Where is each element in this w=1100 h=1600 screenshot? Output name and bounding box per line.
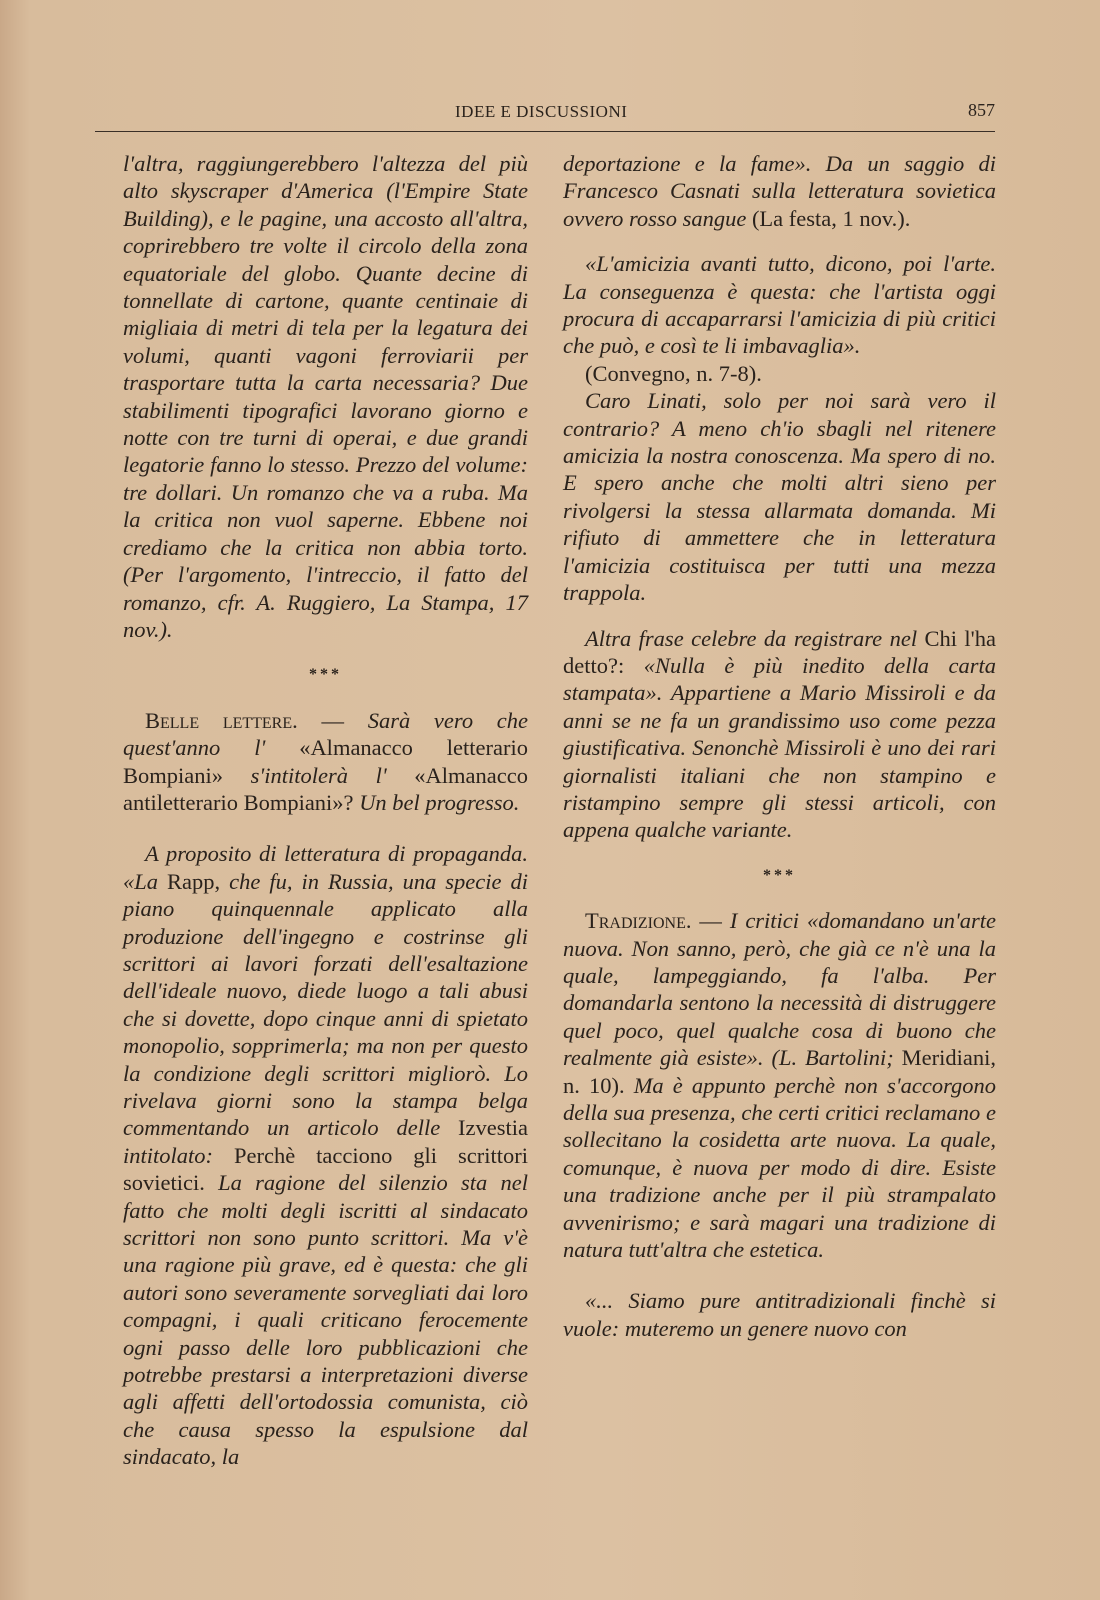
left-column — [123, 150, 528, 1471]
text-roman: «Almanacco antiletterario Bompiani»? — [123, 762, 528, 815]
text-italic: Sarà vero che quest'anno l' — [123, 707, 529, 761]
paragraph-belle-lettere — [123, 707, 528, 817]
section-separator: *** — [309, 666, 342, 684]
text-italic: Altra frase celebre da registrare nel — [585, 625, 925, 651]
text-roman: Meridiani, n. 10). — [563, 1045, 996, 1098]
text-italic: A proposito di letteratura di propaganda. «La — [123, 841, 528, 894]
text-roman: Perchè tacciono gli scrittori sovietici. — [123, 1142, 529, 1196]
section-heading-tradizione: Tradizione. — [585, 908, 692, 934]
text-roman: Rapp, — [167, 868, 221, 894]
section-heading-belle-lettere: Belle lettere. — [145, 707, 298, 733]
text-italic: La ragione del silenzio sta nel fatto che molti degli iscritti al sindacato scrittori non sono punto scrittori. Ma v'è una ragione più grave, ed è questa: che gli autori sono severamente sorvegliati dai loro compagni, i quali criticano ferocemente ogni passo delle loro pubblicazioni che potrebbe prestarsi a interpretazioni diverse agli affetti dell'ortodossia comunista, ciò che causa spesso la espulsione dal sindacato, la — [123, 1170, 528, 1470]
text-italic: s'intitolerà l' — [223, 762, 415, 788]
text-roman: (La festa, 1 nov.). — [751, 205, 911, 231]
text-italic: Un bel progresso. — [353, 789, 520, 815]
header-title: IDEE E DISCUSSIONI — [455, 102, 628, 121]
paragraph-amicizia-quote: «L'amicizia avanti tutto, dicono, poi l'arte. La conseguenza è questa: che l'artista oggi procura di accaparrarsi l'amicizia di più critici che può, e così te li imbavaglia». — [563, 251, 996, 359]
running-header — [95, 98, 995, 128]
paragraph-linati: Caro Linati, solo per noi sarà vero il contrario? A meno ch'io sbagli nel ritenere amicizia la nostra conoscenza. Ma spero di no. E spero anche che molti altri sieno per rivolgersi la stessa allarmata domanda. Mi rifiuto di ammettere che in letteratura l'amicizia costituisca per tutti una mezza trappola. — [563, 388, 996, 606]
text-roman: Chi l'ha detto?: — [563, 625, 996, 678]
paragraph-antitradizionali: «... Siamo pure antitradizionali finchè si vuole: muteremo un genere nuovo con — [563, 1288, 996, 1341]
citation-convegno: (Convegno, n. 7-8). — [585, 360, 762, 386]
paragraph-missiroli — [563, 625, 996, 844]
header-rule — [95, 131, 995, 132]
section-separator: *** — [763, 866, 796, 884]
paragraph-continuation-right — [563, 150, 996, 232]
text-italic: Ma è appunto perchè non s'accorgono della sua presenza, che certi critici reclamano e sollecitano la cosidetta arte nuova. La quale, comunque, è nuova per modo di dire. Esiste una tradizione anche per il più strampalato avvenirismo; e sarà magari una tradizione di natura tutt'altra che estetica. — [563, 1072, 996, 1263]
text-italic: I critici «domandano un'arte nuova. Non sanno, però, che già ce n'è una la quale, lampeggiando, fa l'alba. Per domandarla sentono la necessità di distruggere quel poco, quel qualche cosa di buono che realmente già esiste». (L. Bartolini; — [563, 908, 996, 1071]
paragraph-tradizione — [563, 907, 996, 1263]
text-italic: che fu, in Russia, una specie di piano quinquennale applicato alla produzione dell'ingegno e costrinse gli scrittori ai lavori forzati dell'esaltazione dell'ideale nuovo, diede luogo a tali abusi che si dovette, dopo cinque anni di spietato monopolio, sopprimerla; ma non per questo la condizione degli scrittori migliorò. Lo rivelava giorni sono la stampa belga commentando un articolo delle — [123, 868, 529, 1141]
text-italic: intitolato: — [123, 1142, 234, 1168]
paragraph-continuation: l'altra, raggiungerebbero l'altezza del più alto skyscraper d'America (l'Empire State Building), e le pagine, una accosto all'altra, coprirebbero tre volte il circolo della zona equatoriale del globo. Quante decine di tonnellate di cartone, quante centinaie di migliaia di metri di tela per la legatura dei volumi, quanti vagoni ferroviarii per trasportare tutta la carta necessaria? Due stabilimenti tipografici lavorano giorno e notte con tre turni di operai, e due grandi legatorie fanno lo stesso. Prezzo del volume: tre dollari. Un romanzo che va a ruba. Ma la critica non vuol saperne. Ebbene noi crediamo che la critica non abbia torto. (Per l'argomento, l'intreccio, il fatto del romanzo, cfr. A. Ruggiero, La Stampa, 17 nov.). — [123, 151, 528, 642]
page-number: 857 — [968, 100, 995, 120]
em-dash: — — [297, 707, 368, 733]
text-roman: Izvestia — [458, 1115, 528, 1141]
text-italic: deportazione e la fame». Da un saggio di Francesco Casnati sulla letteratura sovietica ovvero rosso sangue — [563, 151, 996, 231]
right-column — [563, 150, 996, 1342]
em-dash: — — [691, 908, 730, 934]
paragraph-propaganda — [123, 840, 528, 1470]
text-italic: «Nulla è più inedito della carta stampata». Appartiene a Mario Missiroli e da anni se ne fa un grandissimo uso come pezza giustificativa. Senonchè Missiroli è uno dei rari giornalisti italiani che non stampino e ristampino sempre gli stessi articoli, con appena qualche variante. — [563, 652, 996, 843]
text-roman: «Almanacco letterario Bompiani» — [123, 735, 528, 788]
